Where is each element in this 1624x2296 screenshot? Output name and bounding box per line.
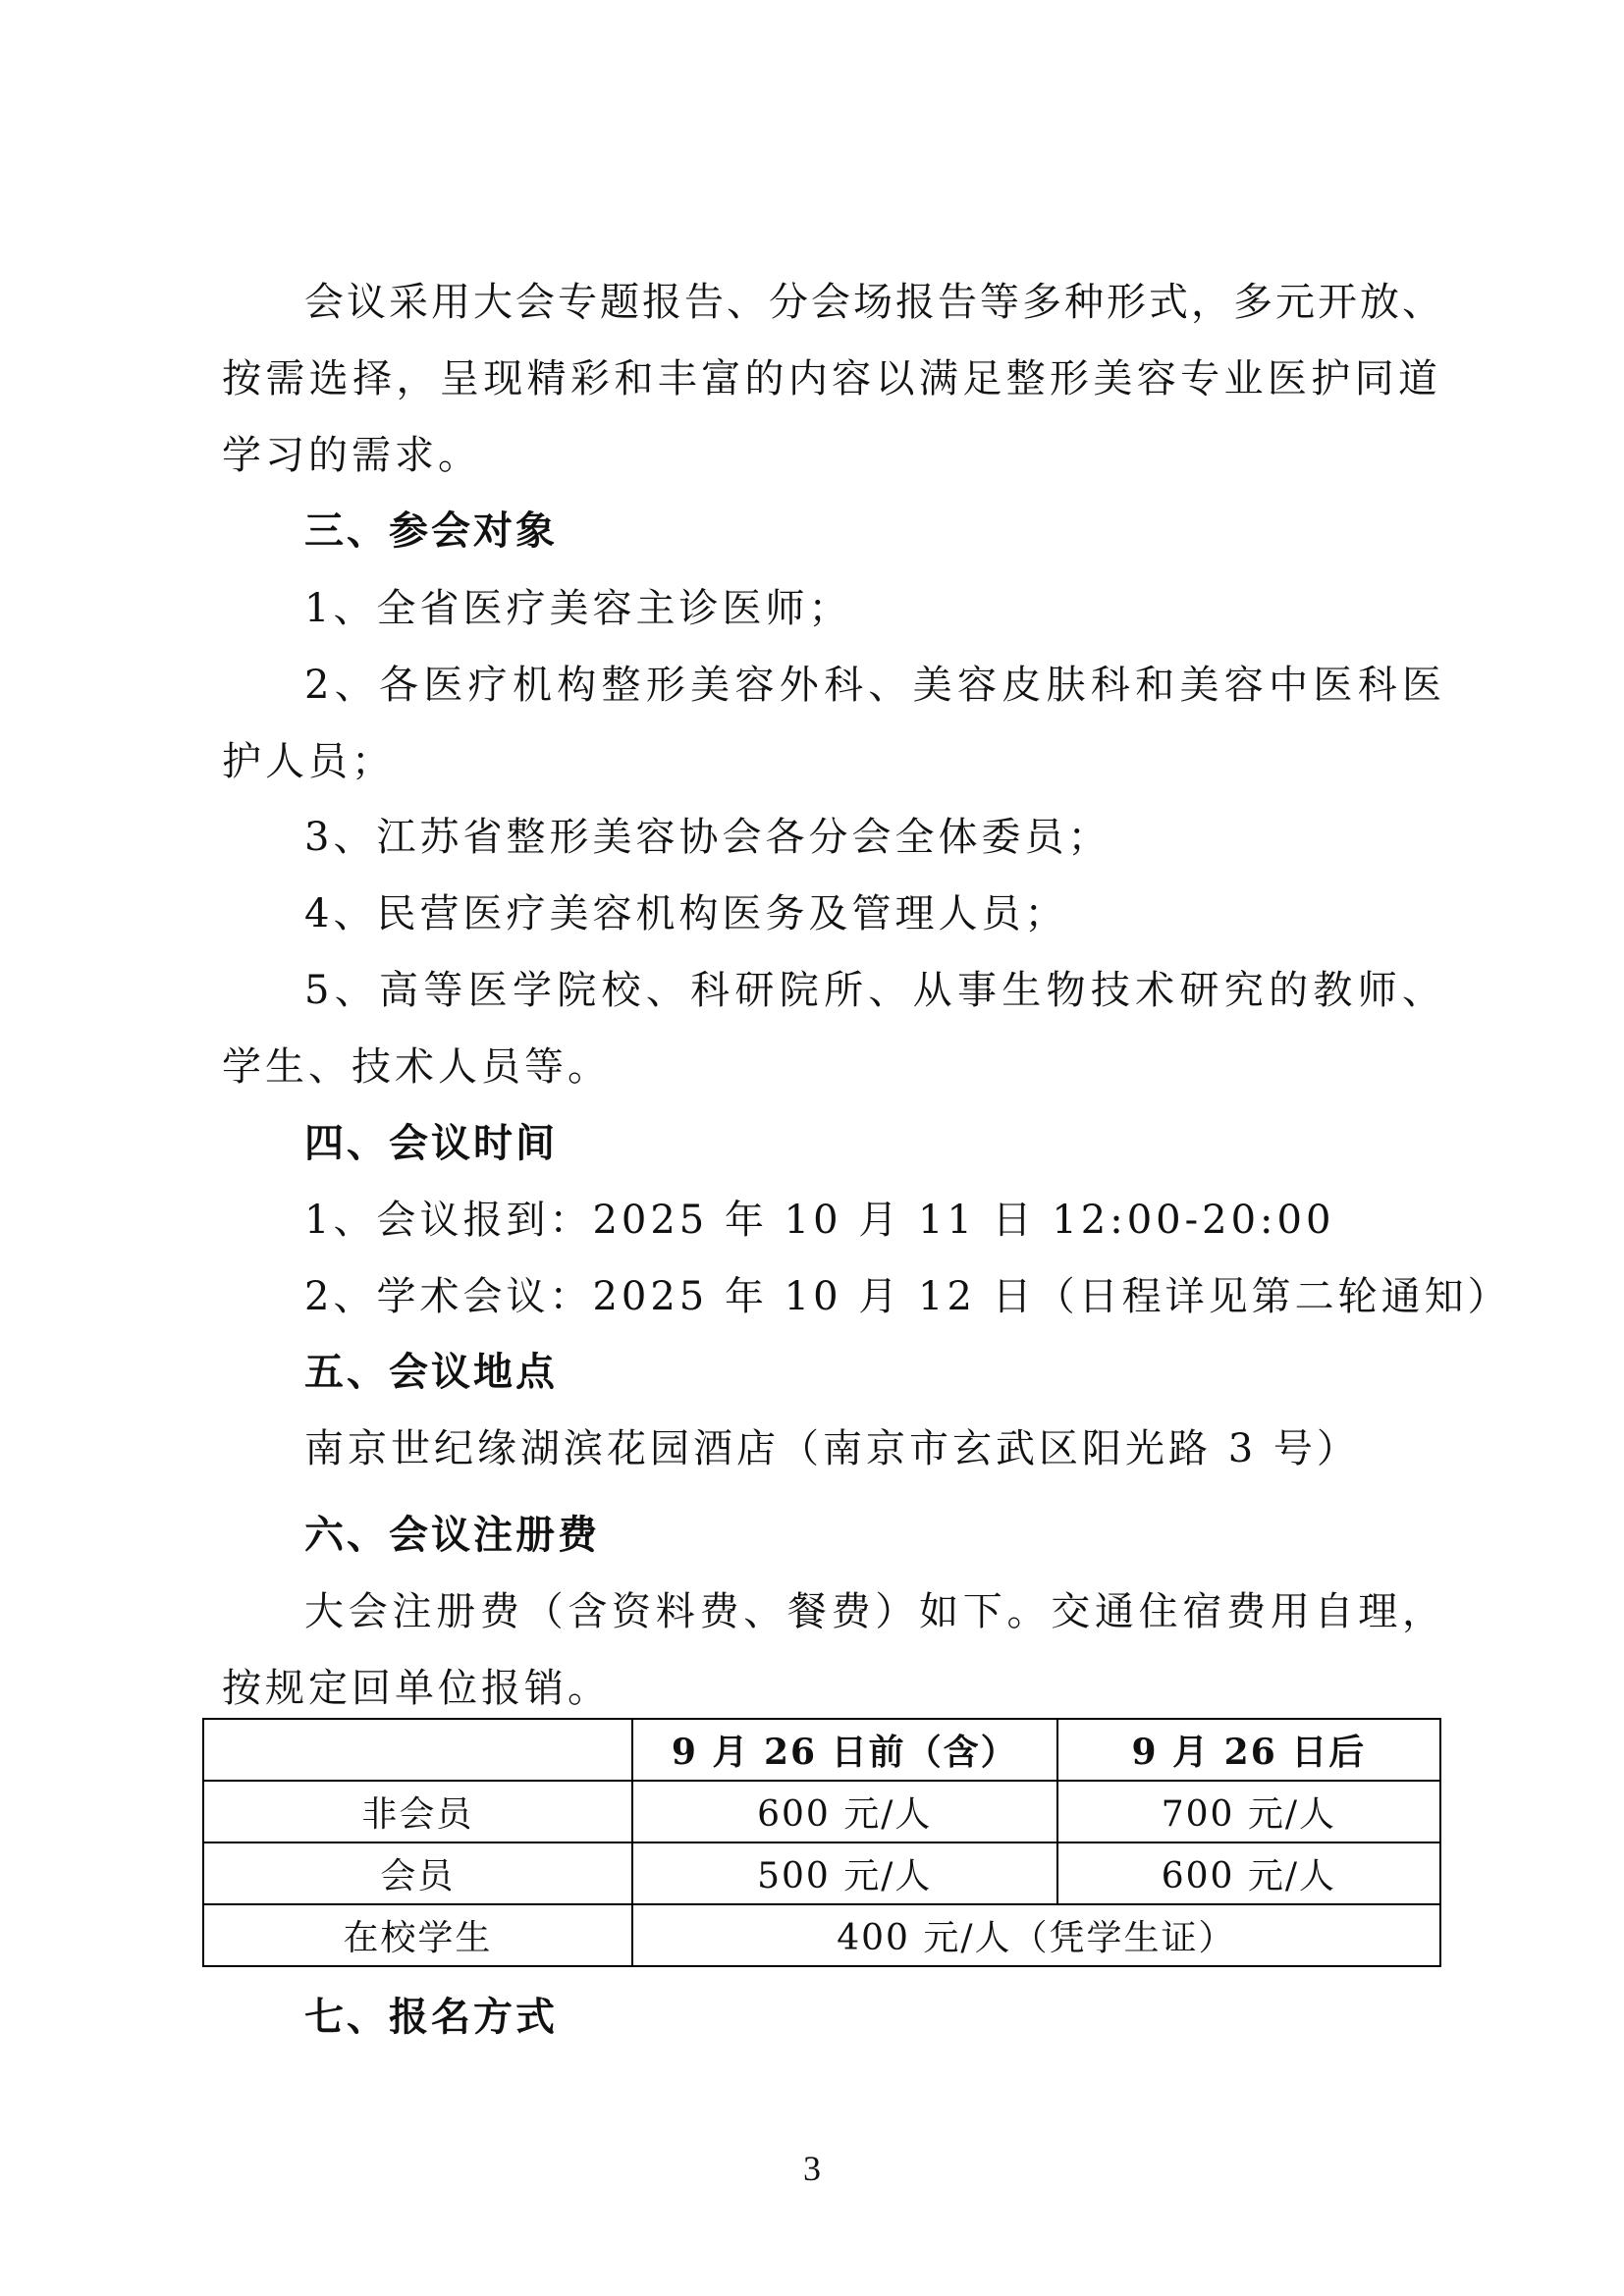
attendee-item: 3、江苏省整形美容协会各分会全体委员； <box>304 815 1111 860</box>
time-item-conference: 2、学术会议：2025 年 10 月 12 日（日程详见第二轮通知） <box>304 1274 1511 1319</box>
table-cell: 700 元/人 <box>1057 1781 1440 1842</box>
fee-description-line-2: 按规定回单位报销。 <box>222 1666 611 1711</box>
fee-table <box>202 1718 1441 1967</box>
table-row <box>203 1904 1440 1966</box>
fee-description-line-1: 大会注册费（含资料费、餐费）如下。交通住宿费用自理， <box>304 1589 1443 1634</box>
table-cell: 600 元/人 <box>632 1781 1057 1842</box>
table-header-cell: 9 月 26 日前（含） <box>632 1719 1057 1781</box>
table-row <box>203 1842 1440 1904</box>
table-cell: 500 元/人 <box>632 1842 1057 1904</box>
intro-line-1: 会议采用大会专题报告、分会场报告等多种形式，多元开放、 <box>304 280 1443 325</box>
attendee-item: 1、全省医疗美容主诊医师； <box>304 586 852 631</box>
table-cell-merged: 400 元/人（凭学生证） <box>632 1904 1440 1966</box>
table-header-cell <box>203 1719 632 1781</box>
table-header-row <box>203 1719 1440 1781</box>
venue-text: 南京世纪缘湖滨花园酒店（南京市玄武区阳光路 3 号） <box>304 1426 1360 1471</box>
intro-line-3: 学习的需求。 <box>222 433 481 478</box>
attendee-item: 5、高等医学院校、科研院所、从事生物技术研究的教师、 <box>304 968 1443 1013</box>
table-cell: 600 元/人 <box>1057 1842 1440 1904</box>
intro-line-2: 按需选择，呈现精彩和丰富的内容以满足整形美容专业医护同道 <box>222 356 1439 401</box>
section-heading-time: 四、会议时间 <box>304 1121 558 1166</box>
attendee-item-continued: 护人员； <box>222 739 395 784</box>
section-heading-venue: 五、会议地点 <box>304 1350 558 1395</box>
table-cell: 在校学生 <box>203 1904 632 1966</box>
table-row <box>203 1781 1440 1842</box>
section-heading-registration: 七、报名方式 <box>304 1995 558 2040</box>
attendee-item-continued: 学生、技术人员等。 <box>222 1044 611 1090</box>
page-number: 3 <box>803 2149 821 2188</box>
attendee-item: 4、民营医疗美容机构医务及管理人员； <box>304 891 1068 936</box>
section-heading-fee: 六、会议注册费 <box>304 1513 600 1558</box>
attendee-item: 2、各医疗机构整形美容外科、美容皮肤科和美容中医科医 <box>304 663 1443 708</box>
section-heading-attendees: 三、参会对象 <box>304 508 558 554</box>
time-item-checkin: 1、会议报到：2025 年 10 月 11 日 12:00-20:00 <box>304 1198 1335 1243</box>
table-cell: 会员 <box>203 1842 632 1904</box>
table-header-cell: 9 月 26 日后 <box>1057 1719 1440 1781</box>
table-cell: 非会员 <box>203 1781 632 1842</box>
